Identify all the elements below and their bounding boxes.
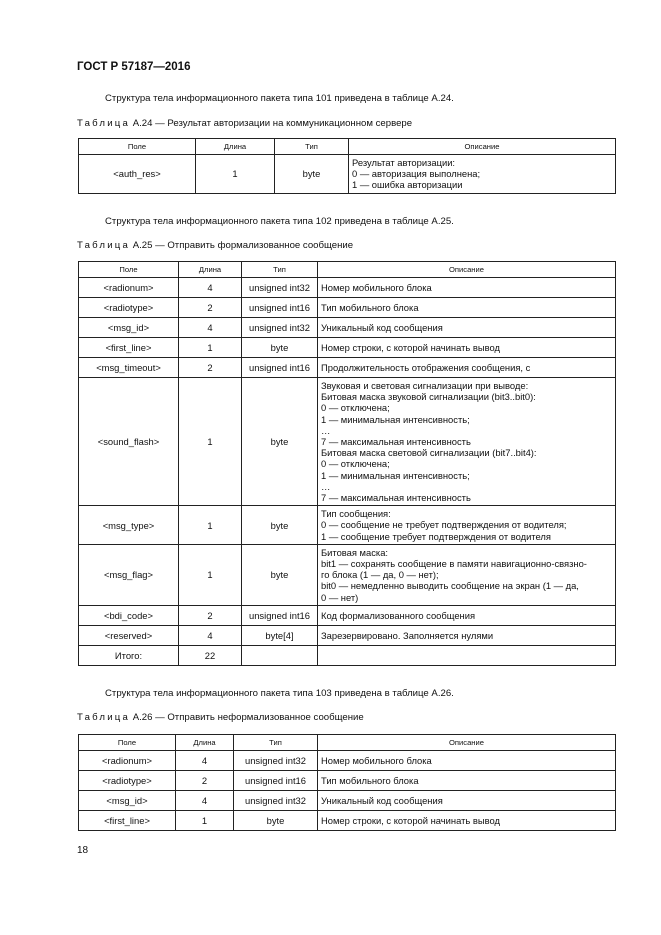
table-row — [79, 155, 616, 194]
table-header-row — [79, 262, 616, 278]
table-caption-text: А.25 — Отправить формализованное сообщение — [132, 240, 354, 251]
cell-type: unsigned int16 — [234, 771, 318, 791]
table-a24-caption — [77, 118, 412, 129]
table-header-row — [79, 735, 616, 751]
cell-description: Номер строки, с которой начинать вывод — [318, 338, 616, 358]
header-type: Тип — [275, 139, 349, 155]
cell-length: 4 — [176, 791, 234, 811]
table-row — [79, 278, 616, 298]
table-total-row — [79, 645, 616, 665]
header-type: Тип — [234, 735, 318, 751]
table-label: Таблица — [77, 118, 131, 129]
table-label: Таблица — [77, 712, 131, 723]
table-row — [79, 811, 616, 831]
cell-length: 4 — [179, 278, 242, 298]
cell-length: 1 — [179, 378, 242, 506]
cell-field: <msg_timeout> — [79, 358, 179, 378]
table-row-sound-flash — [79, 378, 616, 506]
table-a26-caption — [77, 712, 364, 723]
cell-field: <msg_id> — [79, 318, 179, 338]
cell-length: 1 — [179, 544, 242, 605]
cell-description: Код формализованного сообщения — [318, 605, 616, 625]
table-label: Таблица — [77, 240, 131, 251]
cell-field: <radiotype> — [79, 298, 179, 318]
cell-field: <sound_flash> — [79, 378, 179, 506]
cell-field: <bdi_code> — [79, 605, 179, 625]
cell-description: Продолжительность отображения сообщения, с — [318, 358, 616, 378]
cell-field: <radiotype> — [79, 771, 176, 791]
cell-length: 1 — [176, 811, 234, 831]
header-description: Описание — [318, 262, 616, 278]
paragraph-packet-102: Структура тела информационного пакета типа 102 приведена в таблице А.25. — [105, 216, 454, 227]
cell-field: <radionum> — [79, 751, 176, 771]
desc-line: 7 — максимальная интенсивность — [321, 492, 471, 504]
table-header-row — [79, 139, 616, 155]
cell-type: byte — [234, 811, 318, 831]
desc-line: го блока (1 — да, 0 — нет); — [321, 569, 439, 581]
cell-type: byte — [275, 155, 349, 194]
table-row — [79, 625, 616, 645]
cell-field: <reserved> — [79, 625, 179, 645]
table-row — [79, 771, 616, 791]
cell-type: byte — [242, 506, 318, 545]
cell-length: 2 — [179, 358, 242, 378]
empty-cell — [318, 645, 616, 665]
cell-length: 2 — [179, 605, 242, 625]
desc-line: Тип сообщения: — [321, 508, 391, 520]
desc-line: 0 — отключена; — [321, 458, 390, 470]
header-description: Описание — [318, 735, 616, 751]
desc-line: 0 — сообщение не требует подтверждения от водителя; — [321, 519, 567, 531]
header-field: Поле — [79, 735, 176, 751]
desc-line: … — [321, 424, 331, 436]
header-length: Длина — [196, 139, 275, 155]
desc-line: 7 — максимальная интенсивность — [321, 436, 471, 448]
desc-line: Битовая маска световой сигнализации (bit7..bit4): — [321, 447, 537, 459]
cell-description: Уникальный код сообщения — [318, 791, 616, 811]
cell-length: 2 — [179, 298, 242, 318]
cell-type: unsigned int16 — [242, 605, 318, 625]
cell-field: <msg_type> — [79, 506, 179, 545]
paragraph-packet-101: Структура тела информационного пакета типа 101 приведена в таблице А.24. — [105, 93, 454, 104]
cell-type: byte[4] — [242, 625, 318, 645]
table-row — [79, 298, 616, 318]
table-row — [79, 358, 616, 378]
cell-type: byte — [242, 378, 318, 506]
table-row-msg-type — [79, 506, 616, 545]
desc-line: 0 — отключена; — [321, 402, 390, 414]
cell-type: unsigned int32 — [234, 791, 318, 811]
cell-length: 2 — [176, 771, 234, 791]
cell-field: <first_line> — [79, 811, 176, 831]
table-row — [79, 318, 616, 338]
cell-description: Номер строки, с которой начинать вывод — [318, 811, 616, 831]
cell-type: unsigned int16 — [242, 298, 318, 318]
desc-line: 0 — нет) — [321, 591, 359, 603]
cell-description: Уникальный код сообщения — [318, 318, 616, 338]
header-length: Длина — [176, 735, 234, 751]
desc-line: bit0 — немедленно выводить сообщение на экран (1 — да, — [321, 580, 579, 592]
cell-length: 1 — [179, 506, 242, 545]
page-number: 18 — [77, 845, 89, 856]
desc-line: … — [321, 480, 331, 492]
header-description: Описание — [349, 139, 616, 155]
desc-line: bit1 — сохранять сообщение в памяти навигационно-связно- — [321, 558, 587, 570]
table-row — [79, 338, 616, 358]
cell-type: unsigned int32 — [242, 278, 318, 298]
cell-length: 4 — [176, 751, 234, 771]
cell-type: byte — [242, 338, 318, 358]
table-a24 — [78, 138, 616, 194]
cell-description: Номер мобильного блока — [318, 278, 616, 298]
total-label: Итого: — [79, 645, 179, 665]
table-row — [79, 791, 616, 811]
cell-length: 1 — [179, 338, 242, 358]
cell-description: Зарезервировано. Заполняется нулями — [318, 625, 616, 645]
standard-designation: ГОСТ Р 57187—2016 — [77, 61, 191, 73]
cell-field: <auth_res> — [79, 155, 196, 194]
desc-line: Битовая маска: — [321, 546, 389, 558]
table-row-msg-flag — [79, 544, 616, 605]
cell-description: Тип мобильного блока — [318, 298, 616, 318]
total-value: 22 — [179, 645, 242, 665]
cell-type: unsigned int16 — [242, 358, 318, 378]
cell-field: <radionum> — [79, 278, 179, 298]
header-field: Поле — [79, 139, 196, 155]
cell-length: 4 — [179, 318, 242, 338]
cell-description: Номер мобильного блока — [318, 751, 616, 771]
cell-description — [349, 155, 616, 194]
table-a26 — [78, 734, 616, 831]
cell-length: 4 — [179, 625, 242, 645]
cell-field: <first_line> — [79, 338, 179, 358]
cell-description — [318, 544, 616, 605]
table-row — [79, 751, 616, 771]
desc-line: Звуковая и световая сигнализации при выводе: — [321, 380, 529, 391]
cell-description — [318, 378, 616, 506]
cell-field: <msg_id> — [79, 791, 176, 811]
desc-line: 1 — минимальная интенсивность; — [321, 413, 470, 425]
table-a25 — [78, 261, 616, 666]
cell-type: unsigned int32 — [234, 751, 318, 771]
empty-cell — [242, 645, 318, 665]
paragraph-packet-103: Структура тела информационного пакета типа 103 приведена в таблице А.26. — [105, 688, 454, 699]
cell-description — [318, 506, 616, 545]
desc-line: 1 — минимальная интенсивность; — [321, 469, 470, 481]
header-length: Длина — [179, 262, 242, 278]
desc-line: Результат авторизации: — [352, 157, 456, 168]
cell-length: 1 — [196, 155, 275, 194]
desc-line: 0 — авторизация выполнена; — [352, 168, 481, 180]
table-row — [79, 605, 616, 625]
desc-line: 1 — ошибка авторизации — [352, 179, 463, 191]
desc-line: 1 — сообщение требует подтверждения от водителя — [321, 530, 551, 542]
table-caption-text: А.24 — Результат авторизации на коммуникационном сервере — [132, 118, 413, 129]
header-type: Тип — [242, 262, 318, 278]
table-caption-text: А.26 — Отправить неформализованное сообщение — [132, 712, 364, 723]
cell-field: <msg_flag> — [79, 544, 179, 605]
cell-type: unsigned int32 — [242, 318, 318, 338]
desc-line: Битовая маска звуковой сигнализации (bit3..bit0): — [321, 391, 536, 403]
table-a25-caption — [77, 240, 353, 251]
header-field: Поле — [79, 262, 179, 278]
cell-type: byte — [242, 544, 318, 605]
cell-description: Тип мобильного блока — [318, 771, 616, 791]
